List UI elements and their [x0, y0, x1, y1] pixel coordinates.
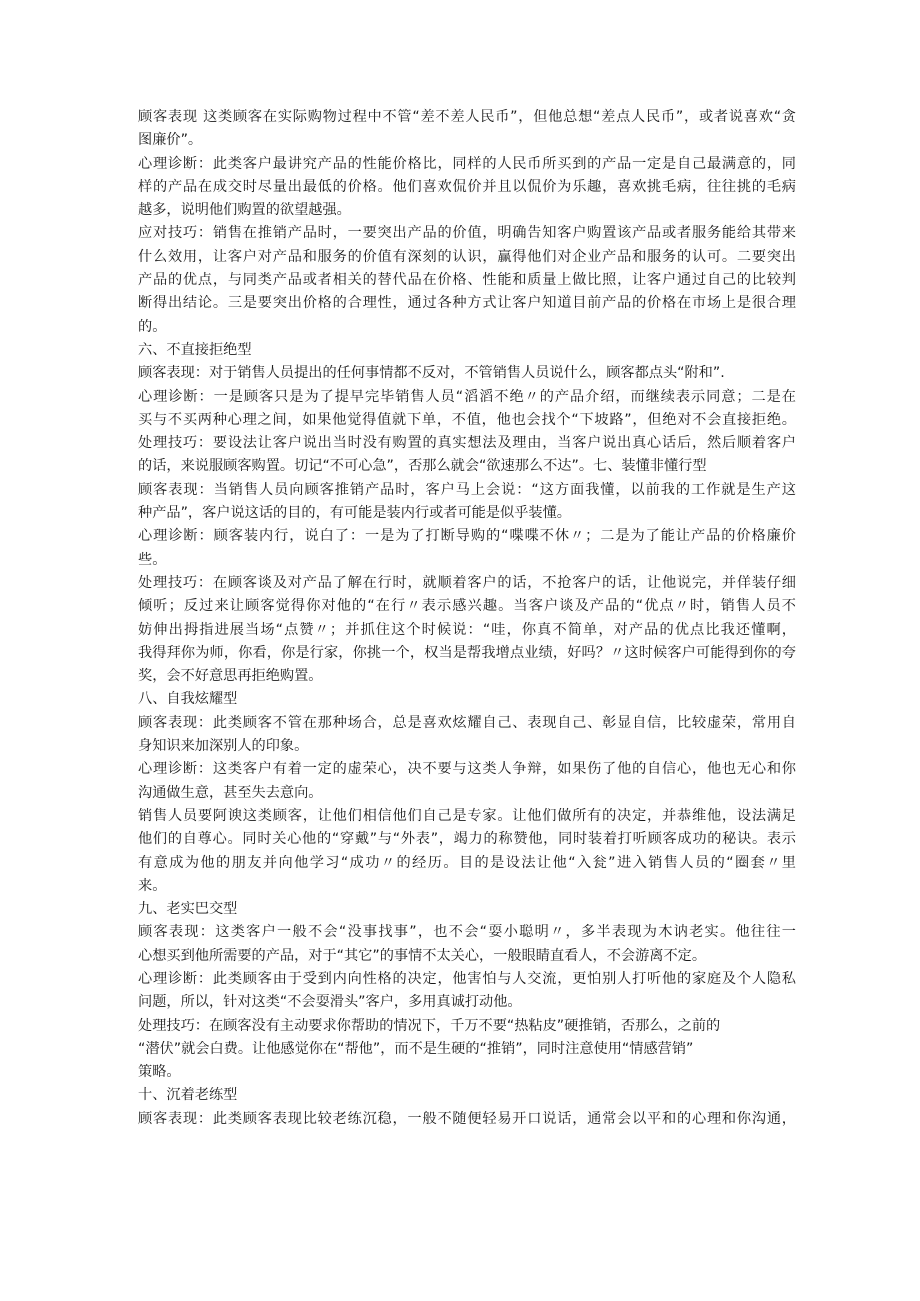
text-line: 心理诊断：此类顾客由于受到内向性格的决定，他害怕与人交流，更怕别人打听他的家庭及个人隐私: [138, 970, 796, 987]
text-line: 些。: [138, 551, 167, 568]
text-line: 策略。: [138, 1064, 181, 1081]
text-line: 十、沉着老练型: [138, 1087, 238, 1104]
text-line: 的。: [138, 318, 167, 335]
text-line: 种产品”，客户说这话的目的，有可能是装内行或者可能是似乎装懂。: [138, 505, 571, 522]
text-line: 销售人员要阿谀这类顾客，让他们相信他们自己是专家。让他们做所有的决定，并恭维他，设法满足: [138, 807, 796, 824]
text-line: 什么效用，让客户对产品和服务的价值有深刻的认识，赢得他们对企业产品和服务的认可。二要突出: [138, 248, 796, 265]
text-line: 来。: [138, 877, 167, 894]
document-body: [138, 106, 796, 1131]
text-line: 应对技巧：销售在推销产品时，一要突出产品的价值，明确告知客户购置该产品或者服务能给其带来: [138, 225, 796, 242]
text-line: 心理诊断：顾客装内行，说白了：一是为了打断导购的“喋喋不休〃；二是为了能让产品的价格廉价: [138, 528, 796, 545]
text-line: 他们的自尊心。同时关心他的“穿戴”与“外表”，竭力的称赞他，同时装着打听顾客成功的秘诀。表示: [138, 831, 796, 848]
text-line: 身知识来加深别人的印象。: [138, 738, 309, 755]
text-line: 处理技巧：在顾客谈及对产品了解在行时，就顺着客户的话，不抢客户的话，让他说完，并佯装仔细: [138, 574, 796, 591]
text-line: 心理诊断：此类客户最讲究产品的性能价格比，同样的人民币所买到的产品一定是自己最满意的，同: [138, 155, 796, 172]
text-line: 心理诊断：一是顾客只是为了提早完毕销售人员“滔滔不绝〃的产品介绍，而继续表示同意；二是在: [138, 388, 796, 405]
text-line: 越多，说明他们购置的欲望越强。: [138, 202, 351, 219]
text-line: 心理诊断：这类客户有着一定的虚荣心，决不要与这类人争辩，如果伤了他的自信心，他也无心和你: [138, 761, 796, 778]
text-line: 顾客表现：此类顾客表现比较老练沉稳，一般不随便轻易开口说话，通常会以平和的心理和你沟通，: [138, 1110, 796, 1127]
text-line: 买与不买两种心理之间，如果他觉得值就下单，不值，他也会找个“下坡路”，但绝对不会直接拒绝。: [138, 411, 796, 428]
text-line: 有意成为他的朋友并向他学习“成功〃的经历。目的是设法让他“入瓮”进入销售人员的“圈套〃里: [138, 854, 796, 871]
text-line: 样的产品在成交时尽量出最低的价格。他们喜欢侃价并且以侃价为乐趣，喜欢挑毛病，往往挑的毛病: [138, 178, 796, 195]
text-line: 断得出结论。三是要突出价格的合理性，通过各种方式让客户知道目前产品的价格在市场上是很合理: [138, 295, 796, 312]
text-line: 奖，会不好意思再拒绝购置。: [138, 668, 323, 685]
text-line: 六、不直接拒绝型: [138, 341, 252, 358]
text-line: 我得拜你为师，你看，你是行家，你挑一个，权当是帮我增点业绩，好吗？〃这时候客户可能得到你的夸: [138, 644, 796, 661]
text-line: 图廉价”。: [138, 132, 203, 149]
text-line: 顾客表现：对于销售人员提出的任何事情都不反对，不管销售人员说什么，顾客都点头“附和”.: [138, 365, 725, 382]
text-line: 顾客表现：此类顾客不管在那种场合，总是喜欢炫耀自己、表现自己、彰显自信，比较虚荣，常用自: [138, 714, 796, 731]
text-line: 的话，来说服顾客购置。切记“不可心急”，否那么就会“欲速那么不达”。七、装懂非懂行型: [138, 458, 707, 475]
text-line: 沟通做生意，甚至失去意向。: [138, 784, 323, 801]
text-line: 顾客表现 这类顾客在实际购物过程中不管“差不差人民币”，但他总想“差点人民币”，或者说喜欢“贪: [138, 109, 796, 125]
text-line: 八、自我炫耀型: [138, 691, 238, 708]
text-line: “潜伏”就会白费。让他感觉你在“帮他”，而不是生硬的“推销”，同时注意使用“情感营销”: [138, 1040, 694, 1057]
text-line: 处理技巧：在顾客没有主动要求你帮助的情况下，千万不要“热粘皮”硬推销，否那么，之前的: [138, 1017, 721, 1034]
text-line: 九、老实巴交型: [138, 901, 238, 918]
text-line: 问题，所以，针对这类“不会耍滑头”客户，多用真诚打动他。: [138, 994, 522, 1011]
text-line: 处理技巧：要设法让客户说出当时没有购置的真实想法及理由，当客户说出真心话后，然后顺着客户: [138, 435, 796, 452]
text-line: 顾客表现：当销售人员向顾客推销产品时，客户马上会说：“这方面我懂，以前我的工作就是生产这: [138, 481, 796, 498]
text-line: 倾听；反过来让顾客觉得你对他的“在行〃表示感兴趣。当客户谈及产品的“优点〃时，销售人员不: [138, 598, 796, 615]
text-line: 顾客表现：这类客户一般不会“没事找事”，也不会“耍小聪明〃，多半表现为木讷老实。他往往一: [138, 924, 796, 941]
text-line: 妨伸出拇指进展当场“点赞〃；并抓住这个时候说：“哇，你真不简单，对产品的优点比我还懂啊，: [138, 621, 796, 638]
text-line: 心想买到他所需要的产品，对于“其它”的事情不太关心，一般眼睛直看人，不会游离不定。: [138, 947, 707, 964]
text-line: 产品的优点，与同类产品或者相关的替代品在价格、性能和质量上做比照，让客户通过自己的比较判: [138, 272, 796, 289]
